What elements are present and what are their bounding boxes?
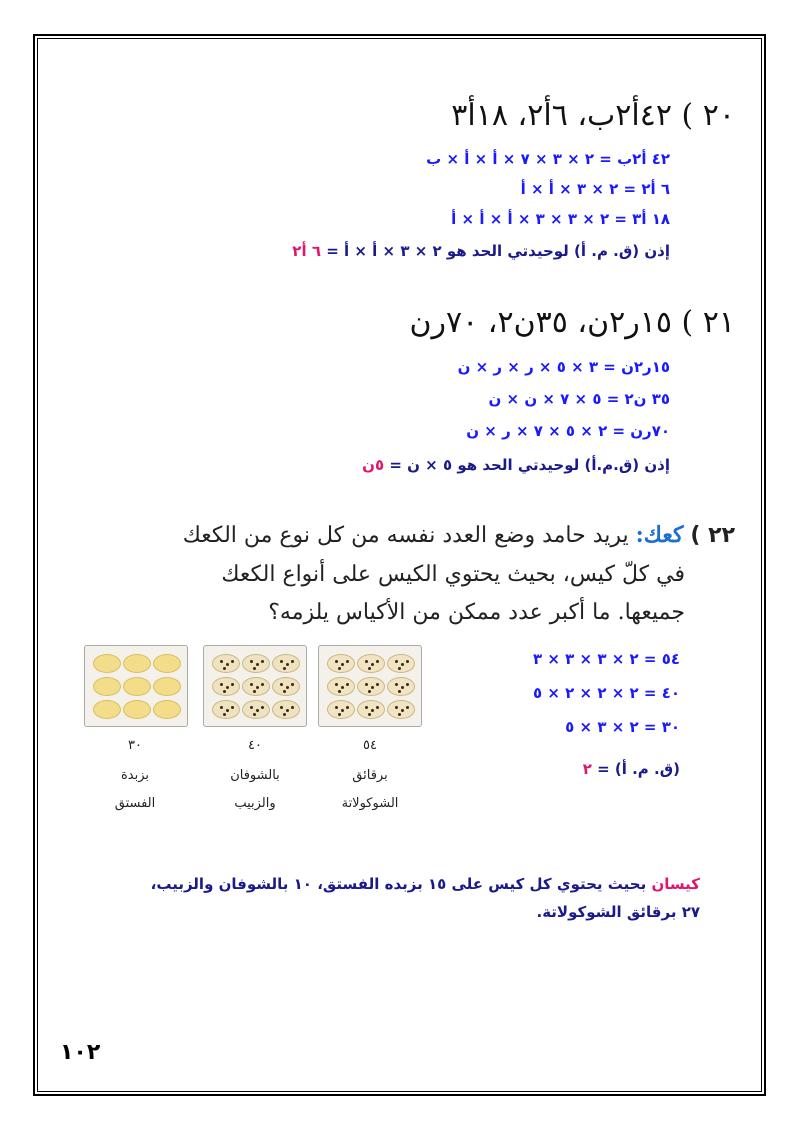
tray-chocolate-name-2: الشوكولاتة	[341, 796, 399, 811]
problem-20-header: ٢٠ ) ٤٢أ٢ب، ٦أ٢، ١٨أ٣	[451, 98, 735, 133]
tray-chocolate-count: ٥٤	[363, 738, 377, 753]
problem-22-final-line-1	[151, 875, 700, 893]
tray-peanut-butter-image	[84, 645, 188, 727]
tray-oat-name-2: والزبيب	[234, 796, 276, 811]
problem-22-text-2: في كلّ كيس، بحيث يحتوي الكيس على أنواع الكعك	[221, 562, 685, 587]
tray-chocolate-chip-image	[318, 645, 422, 727]
problem-22-text-1: يريد حامد وضع العدد نفسه من كل نوع من الكعك	[182, 523, 629, 548]
tray-peanut-name-1: بزبدة	[120, 768, 150, 783]
problem-22-final-line-2: ٢٧ برقائق الشوكولاتة.	[536, 903, 700, 921]
problem-20-line-1: ٤٢ أ٢ب = ٢ × ٣ × ٧ × أ × أ × ب	[426, 150, 670, 168]
problem-21-answer: ٥ن	[362, 456, 385, 474]
problem-21-line-3: ٧٠رن = ٢ × ٥ × ٧ × ر × ن	[466, 422, 670, 440]
problem-22-number: ٢٢ )	[690, 523, 735, 548]
problem-21-conclusion-text: إذن (ق.م.أ) لوحيدتي الحد هو ٥ × ن =	[384, 456, 670, 474]
problem-20-answer: ٦ أ٢	[292, 242, 321, 260]
problem-22-final-rest: بحيث يحتوي كل كيس على ١٥ بزبده الفستق، ١٠ بالشوفان والزبيب،	[150, 875, 652, 893]
problem-22-gcf	[583, 760, 680, 778]
problem-21-conclusion	[362, 456, 670, 474]
page-number: ١٠٢	[60, 1040, 101, 1065]
problem-21-line-1: ١٥ر٢ن = ٣ × ٥ × ر × ر × ن	[457, 358, 670, 376]
problem-22-line-1	[183, 522, 735, 548]
problem-22-calc-3: ٣٠ = ٢ × ٣ × ٥	[565, 718, 680, 736]
tray-oat-name-1: بالشوفان	[230, 768, 280, 783]
problem-22-final-highlight: كيسان	[651, 875, 700, 893]
problem-21-line-2: ٣٥ ن٢ = ٥ × ٧ × ن × ن	[488, 390, 670, 408]
problem-22-tag: كعك:	[635, 522, 684, 548]
problem-20-conclusion	[292, 242, 670, 260]
problem-22-calc-1: ٥٤ = ٢ × ٣ × ٣ × ٣	[533, 650, 680, 668]
tray-oat-raisin-image	[203, 645, 307, 727]
tray-peanut-name-2: الفستق	[114, 796, 156, 811]
problem-21-header: ٢١ ) ١٥ر٢ن، ٣٥ن٢، ٧٠رن	[409, 305, 735, 340]
problem-22-gcf-value: ٢	[582, 760, 592, 778]
tray-peanut-count: ٣٠	[128, 738, 142, 753]
problem-22-gcf-label: (ق. م. أ) =	[591, 760, 680, 778]
tray-oat-count: ٤٠	[248, 738, 262, 753]
problem-20-line-3: ١٨ أ٣ = ٢ × ٣ × ٣ × أ × أ × أ	[451, 210, 670, 228]
problem-22-calc-2: ٤٠ = ٢ × ٢ × ٢ × ٥	[533, 684, 680, 702]
problem-20-conclusion-text: إذن (ق. م. أ) لوحيدتي الحد هو ٢ × ٣ × أ × أ =	[320, 242, 670, 260]
problem-22-text-3: جميعها. ما أكبر عدد ممكن من الأكياس يلزمه؟	[268, 600, 685, 625]
problem-20-line-2: ٦ أ٢ = ٢ × ٣ × أ × أ	[520, 180, 670, 198]
tray-chocolate-name-1: برقائق	[352, 768, 388, 783]
